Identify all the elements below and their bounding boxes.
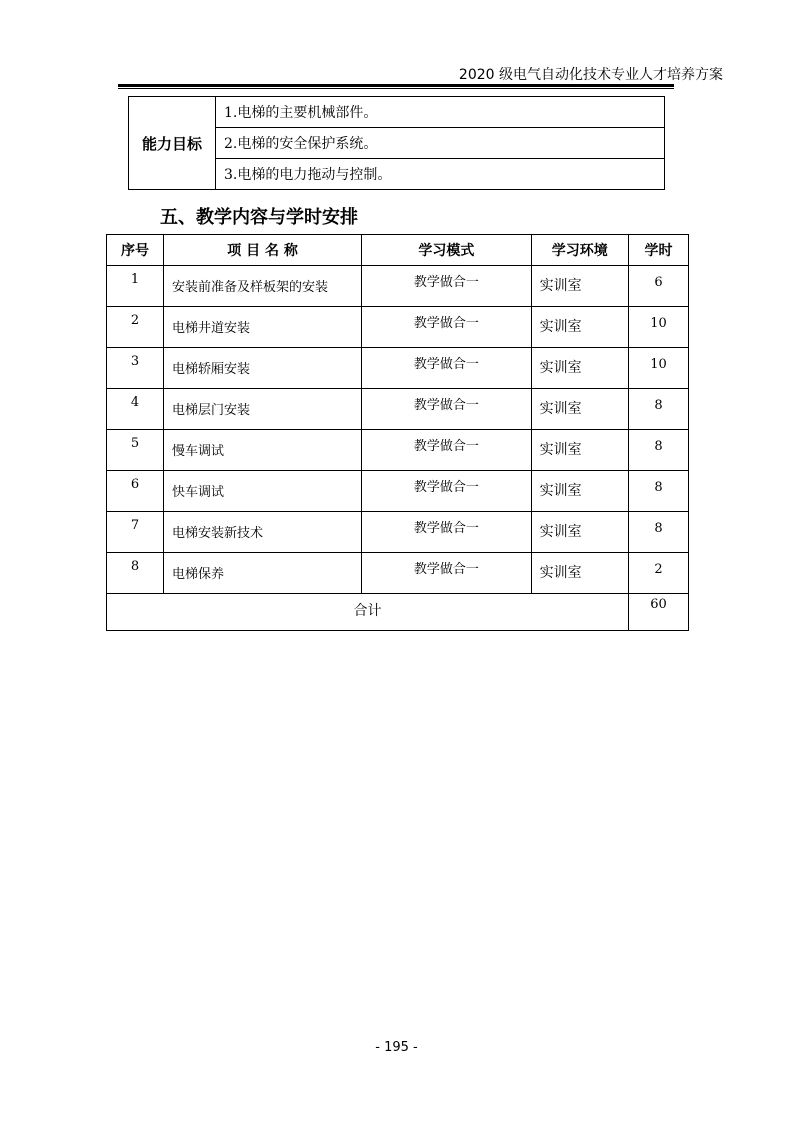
row-mode: 教学做合一: [362, 307, 532, 348]
table-row: [107, 266, 689, 307]
section-title: 五、教学内容与学时安排: [160, 207, 358, 228]
row-no: 6: [107, 471, 164, 512]
row-no: 1: [107, 266, 164, 307]
row-env: 实训室: [531, 553, 628, 594]
row-env: 实训室: [531, 307, 628, 348]
header-rule-thin: [118, 88, 674, 89]
table-row: [107, 348, 689, 389]
row-hours: 10: [628, 348, 688, 389]
table-row: [107, 512, 689, 553]
row-env: 实训室: [531, 266, 628, 307]
schedule-table: [106, 234, 689, 631]
row-name: 电梯井道安装: [164, 307, 362, 348]
row-mode: 教学做合一: [362, 348, 532, 389]
row-name: 安装前准备及样板架的安装: [164, 266, 362, 307]
row-env: 实训室: [531, 471, 628, 512]
row-name: 电梯保养: [164, 553, 362, 594]
header-env: 学习环境: [531, 235, 628, 266]
row-name: 电梯安装新技术: [164, 512, 362, 553]
ability-item: 3.电梯的电力拖动与控制。: [216, 159, 665, 190]
row-env: 实训室: [531, 389, 628, 430]
ability-goals-table: [128, 96, 665, 190]
row-no: 4: [107, 389, 164, 430]
row-name: 快车调试: [164, 471, 362, 512]
header-name: 项 目 名 称: [164, 235, 362, 266]
row-mode: 教学做合一: [362, 471, 532, 512]
row-env: 实训室: [531, 348, 628, 389]
header-hours: 学时: [628, 235, 688, 266]
row-mode: 教学做合一: [362, 553, 532, 594]
row-mode: 教学做合一: [362, 266, 532, 307]
ability-item: 2.电梯的安全保护系统。: [216, 128, 665, 159]
row-name: 电梯轿厢安装: [164, 348, 362, 389]
header-no: 序号: [107, 235, 164, 266]
row-mode: 教学做合一: [362, 430, 532, 471]
row-no: 2: [107, 307, 164, 348]
page-number: - 195 -: [375, 1040, 418, 1055]
row-env: 实训室: [531, 512, 628, 553]
document-header-title: 2020 级电气自动化技术专业人才培养方案: [458, 67, 723, 83]
ability-goals-label: 能力目标: [129, 97, 216, 190]
header-rule-thick: [118, 84, 674, 87]
row-hours: 10: [628, 307, 688, 348]
ability-item: 1.电梯的主要机械部件。: [216, 97, 665, 128]
total-label: 合计: [107, 594, 629, 631]
schedule-header-row: [107, 235, 689, 266]
row-hours: 8: [628, 471, 688, 512]
row-no: 8: [107, 553, 164, 594]
row-name: 电梯层门安装: [164, 389, 362, 430]
ability-row: [129, 97, 665, 128]
row-no: 7: [107, 512, 164, 553]
row-hours: 8: [628, 512, 688, 553]
row-env: 实训室: [531, 430, 628, 471]
row-hours: 8: [628, 389, 688, 430]
table-row: [107, 389, 689, 430]
table-row: [107, 471, 689, 512]
header-mode: 学习模式: [362, 235, 532, 266]
table-row: [107, 553, 689, 594]
row-mode: 教学做合一: [362, 389, 532, 430]
table-row: [107, 307, 689, 348]
row-no: 5: [107, 430, 164, 471]
row-mode: 教学做合一: [362, 512, 532, 553]
total-row: [107, 594, 689, 631]
row-name: 慢车调试: [164, 430, 362, 471]
row-hours: 2: [628, 553, 688, 594]
row-hours: 8: [628, 430, 688, 471]
total-hours: 60: [628, 594, 688, 631]
row-no: 3: [107, 348, 164, 389]
table-row: [107, 430, 689, 471]
row-hours: 6: [628, 266, 688, 307]
